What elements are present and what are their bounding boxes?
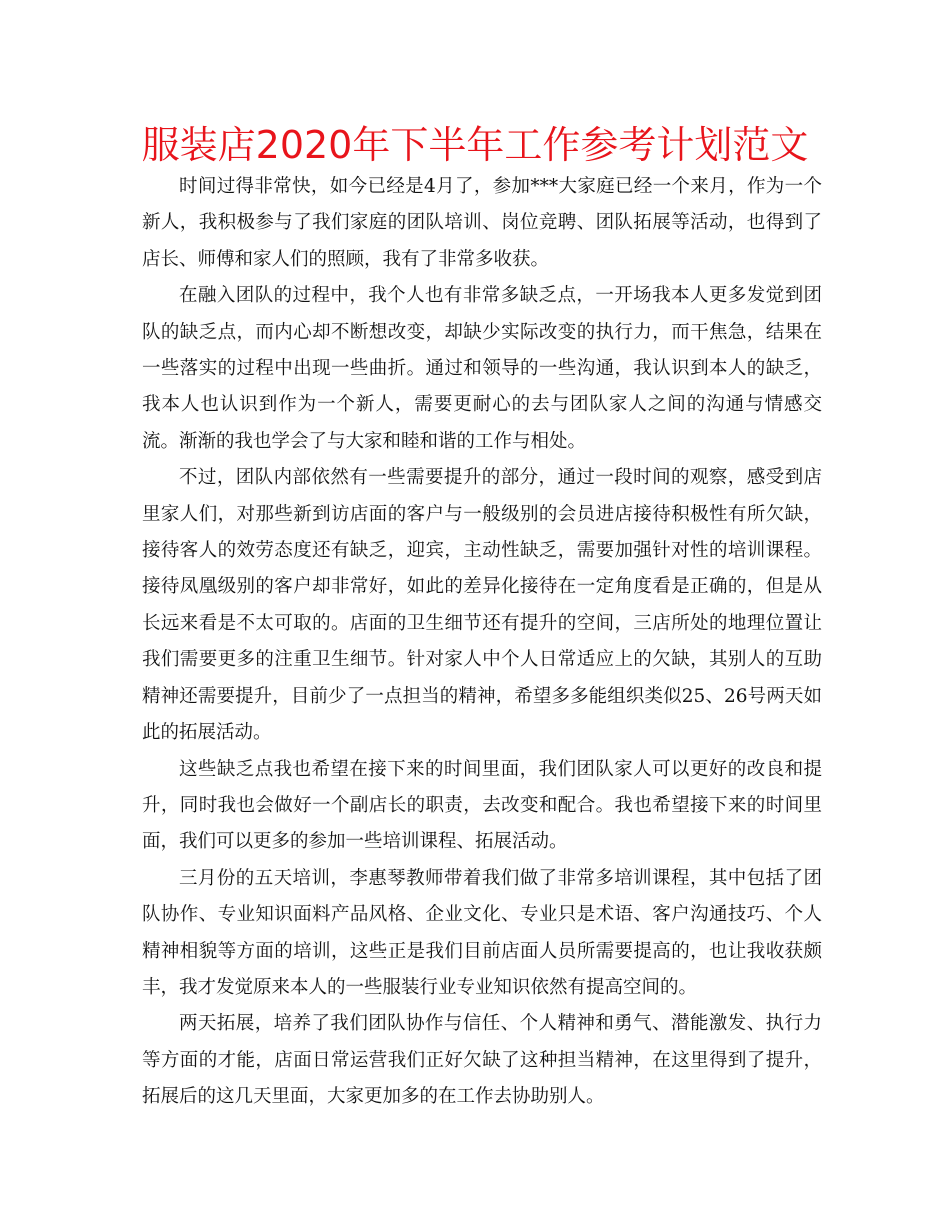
paragraph-4: 这些缺乏点我也希望在接下来的时间里面，我们团队家人可以更好的改良和提升，同时我也会做好一个副店长的职责，去改变和配合。我也希望接下来的时间里面，我们可以更多的参加一些培训课程、拓展活动。 <box>142 758 822 853</box>
paragraph-5: 三月份的五天培训，李惠琴教师带着我们做了非常多培训课程，其中包括了团队协作、专业知识面料产品风格、企业文化、专业只是术语、客户沟通技巧、个人精神相貌等方面的培训，这些正是我们目前店面人员所需要提高的，也让我收获颇丰，我才发觉原来本人的一些服装行业专业知识依然有提高空间的。 <box>142 867 822 998</box>
document-body <box>142 169 822 1116</box>
paragraph-3: 不过，团队内部依然有一些需要提升的部分，通过一段时间的观察，感受到店里家人们，对那些新到访店面的客户与一般级别的会员进店接待积极性有所欠缺，接待客人的效劳态度还有缺乏，迎宾，主动性缺乏，需要加强针对性的培训课程。接待凤凰级别的客户却非常好，如此的差异化接待在一定角度看是正确的，但是从长远来看是不太可取的。店面的卫生细节还有提升的空间，三店所处的地理位置让我们需要更多的注重卫生细节。针对家人中个人日常适应上的欠缺，其别人的互助精神还需要提升，目前少了一点担当的精神，希望多多能组织类似25、26号两天如此的拓展活动。 <box>142 467 822 744</box>
document-title: 服装店2020年下半年工作参考计划范文 <box>141 123 809 167</box>
paragraph-2: 在融入团队的过程中，我个人也有非常多缺乏点，一开场我本人更多发觉到团队的缺乏点，而内心却不断想改变，却缺少实际改变的执行力，而干焦急，结果在一些落实的过程中出现一些曲折。通过和领导的一些沟通，我认识到本人的缺乏，我本人也认识到作为一个新人，需要更耐心的去与团队家人之间的沟通与情感交流。渐渐的我也学会了与大家和睦和谐的工作与相处。 <box>142 285 822 452</box>
paragraph-6: 两天拓展，培养了我们团队协作与信任、个人精神和勇气、潜能激发、执行力等方面的才能，店面日常运营我们正好欠缺了这种担当精神，在这里得到了提升，拓展后的这几天里面，大家更加多的在工作去协助别人。 <box>142 1013 822 1108</box>
paragraph-1: 时间过得非常快，如今已经是4月了，参加***大家庭已经一个来月，作为一个新人，我积极参与了我们家庭的团队培训、岗位竞聘、团队拓展等活动，也得到了店长、师傅和家人们的照顾，我有了非常多收获。 <box>142 176 822 270</box>
